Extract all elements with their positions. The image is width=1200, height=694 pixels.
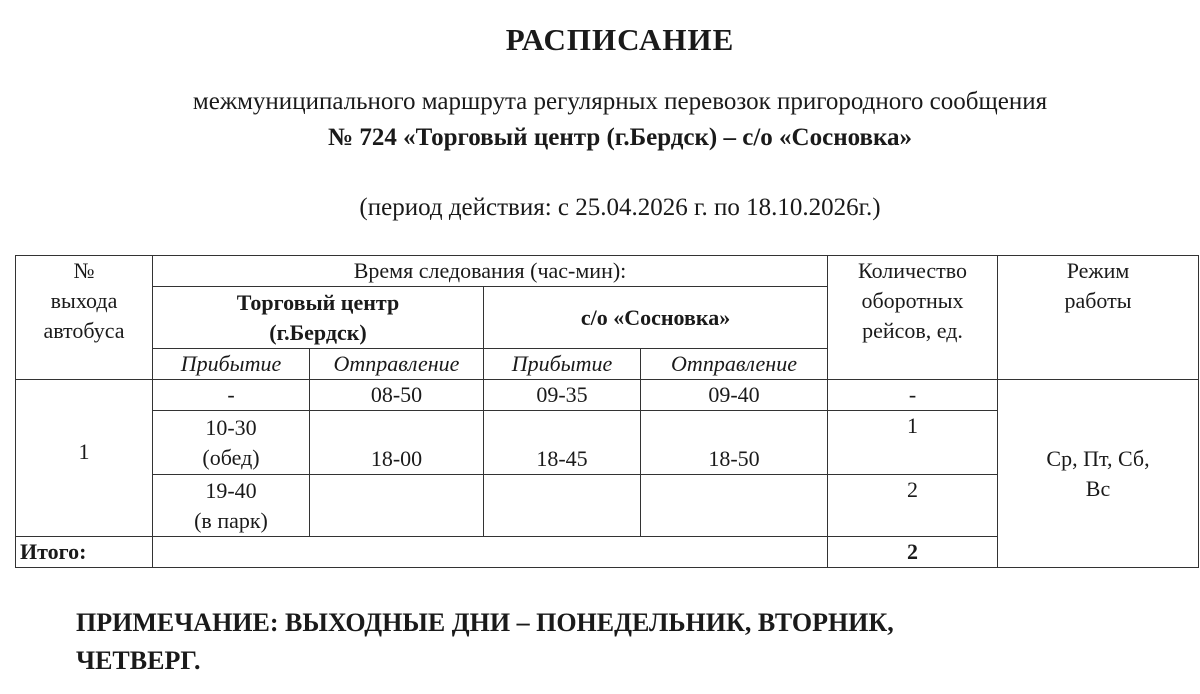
total-value: 2 [828,537,998,568]
header-work-mode [998,256,1199,380]
total-label: Итого: [16,537,153,568]
route-name: № 724 «Торговый центр (г.Бердск) – с/о «Сосновка» [327,124,913,151]
route-description: межмуниципального маршрута регулярных перевозок пригородного сообщения [192,88,1048,115]
a-arrival-time: 10-30 [205,414,257,440]
a-arrival-cell: - [153,380,310,411]
header-trips-line-3: рейсов, ед. [862,318,963,343]
header-work-mode-line-1: Режим [1066,258,1130,283]
note-line-1: ПРИМЕЧАНИЕ: ВЫХОДНЫЕ ДНИ – ПОНЕДЕЛЬНИК, ВТОРНИК, [76,608,894,637]
header-a-departure: Отправление [310,349,484,380]
a-arrival-time: 19-40 [205,477,257,503]
b-arrival-cell: 09-35 [484,380,641,411]
header-bus-exit-line-1: № [73,258,95,283]
a-departure-cell: 18-00 [310,411,484,475]
header-station-a [153,287,484,349]
note-line-2: ЧЕТВЕРГ. [76,646,201,675]
a-departure-cell: 08-50 [310,380,484,411]
header-trips-line-2: оборотных [861,288,964,313]
table-row [16,380,1199,411]
note [76,604,1176,680]
b-arrival-cell [484,475,641,537]
b-departure-cell: 09-40 [641,380,828,411]
a-arrival-note: (обед) [202,444,260,470]
b-arrival-cell: 18-45 [484,411,641,475]
a-departure-cell [310,475,484,537]
work-days-cell [998,380,1199,568]
trips-cell: 1 [828,411,998,475]
a-arrival-cell [153,475,310,537]
bus-number-cell: 1 [16,380,153,537]
total-empty-cell [153,537,828,568]
schedule-table [15,255,1199,568]
header-work-mode-line-2: работы [1064,288,1132,313]
trips-cell: 2 [828,475,998,537]
header-bus-exit-line-3: автобуса [43,318,125,343]
header-a-arrival: Прибытие [153,349,310,380]
header-station-a-line-1: Торговый центр [236,289,400,315]
document-title: РАСПИСАНИЕ [505,22,735,57]
a-arrival-cell [153,411,310,475]
header-trips-count [828,256,998,380]
validity-period: (период действия: с 25.04.2026 г. по 18.10.2026г.) [359,194,881,221]
header-trips-line-1: Количество [857,258,968,283]
header-station-a-line-2: (г.Бердск) [269,319,367,345]
header-bus-exit-line-2: выхода [50,288,118,313]
trips-cell: - [828,380,998,411]
header-b-arrival: Прибытие [484,349,641,380]
b-departure-cell [641,475,828,537]
a-arrival-note: (в парк) [194,507,268,533]
header-travel-time: Время следования (час-мин): [153,256,828,287]
b-departure-cell: 18-50 [641,411,828,475]
header-b-departure: Отправление [641,349,828,380]
work-days-line-2: Вс [1085,475,1111,501]
header-station-b: с/о «Сосновка» [484,287,828,349]
header-bus-exit-number [16,256,153,380]
work-days-line-1: Ср, Пт, Сб, [1046,445,1150,471]
